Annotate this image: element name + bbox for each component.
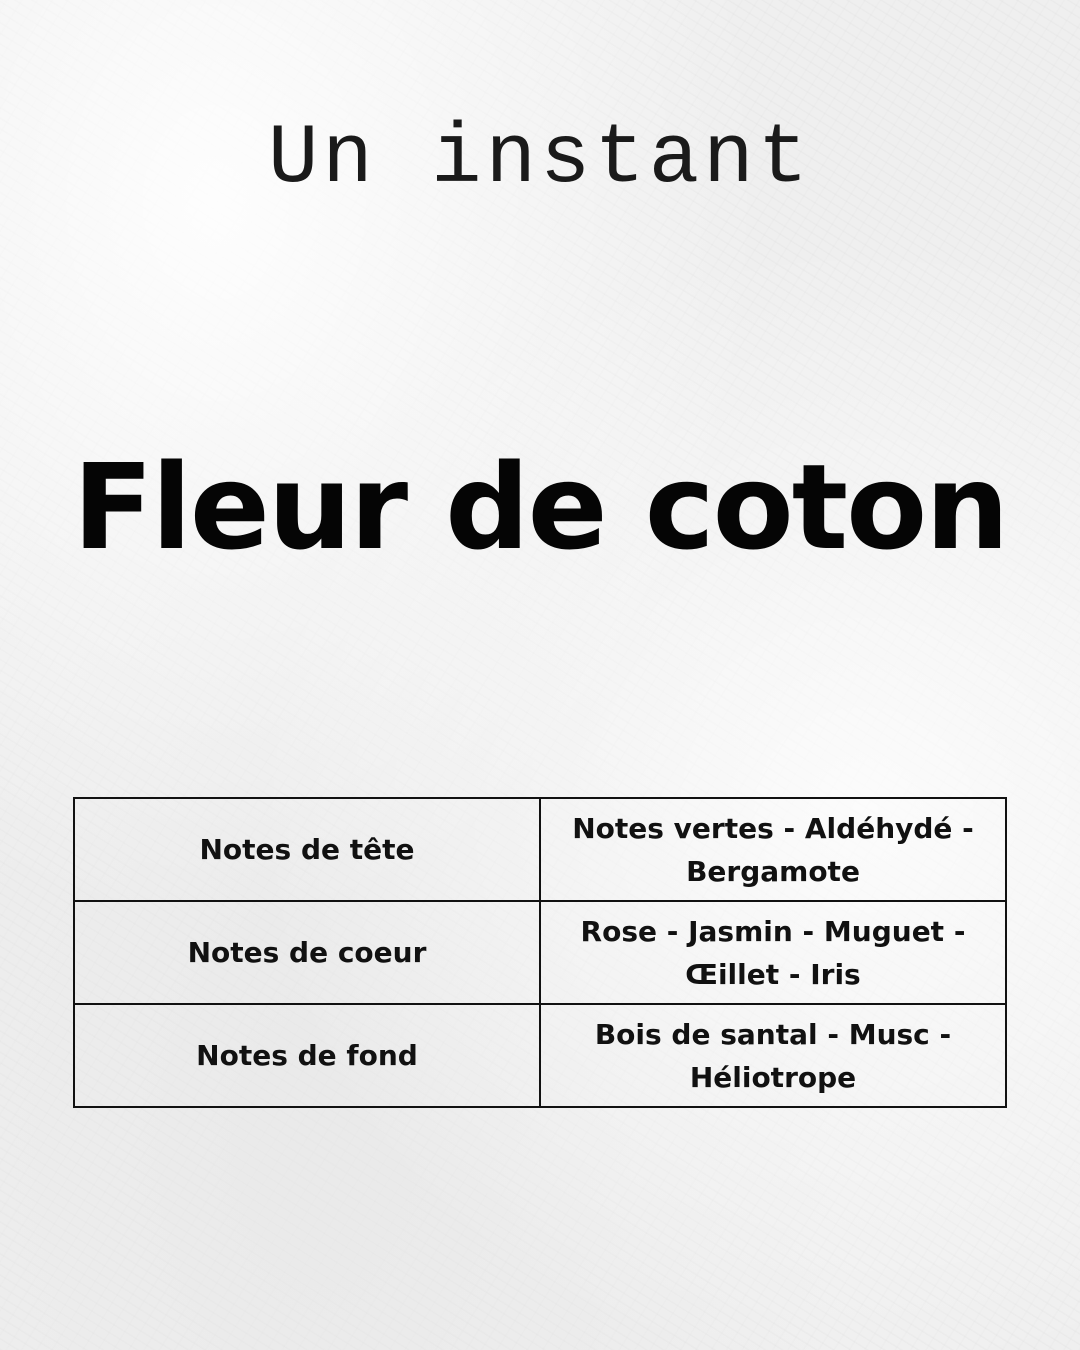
table-row (74, 901, 1006, 1004)
table-row (74, 1004, 1006, 1107)
brand-name: Un instant (267, 112, 813, 207)
fragrance-notes-table (73, 797, 1007, 1108)
notes-value-heart: Rose - Jasmin - Muguet - Œillet - Iris (540, 901, 1006, 1004)
notes-label-top: Notes de tête (74, 798, 540, 901)
notes-value-top: Notes vertes - Aldéhydé - Bergamote (540, 798, 1006, 901)
table-row (74, 798, 1006, 901)
product-title: Fleur de coton (72, 438, 1008, 576)
notes-label-heart: Notes de coeur (74, 901, 540, 1004)
notes-value-base: Bois de santal - Musc - Héliotrope (540, 1004, 1006, 1107)
notes-label-base: Notes de fond (74, 1004, 540, 1107)
